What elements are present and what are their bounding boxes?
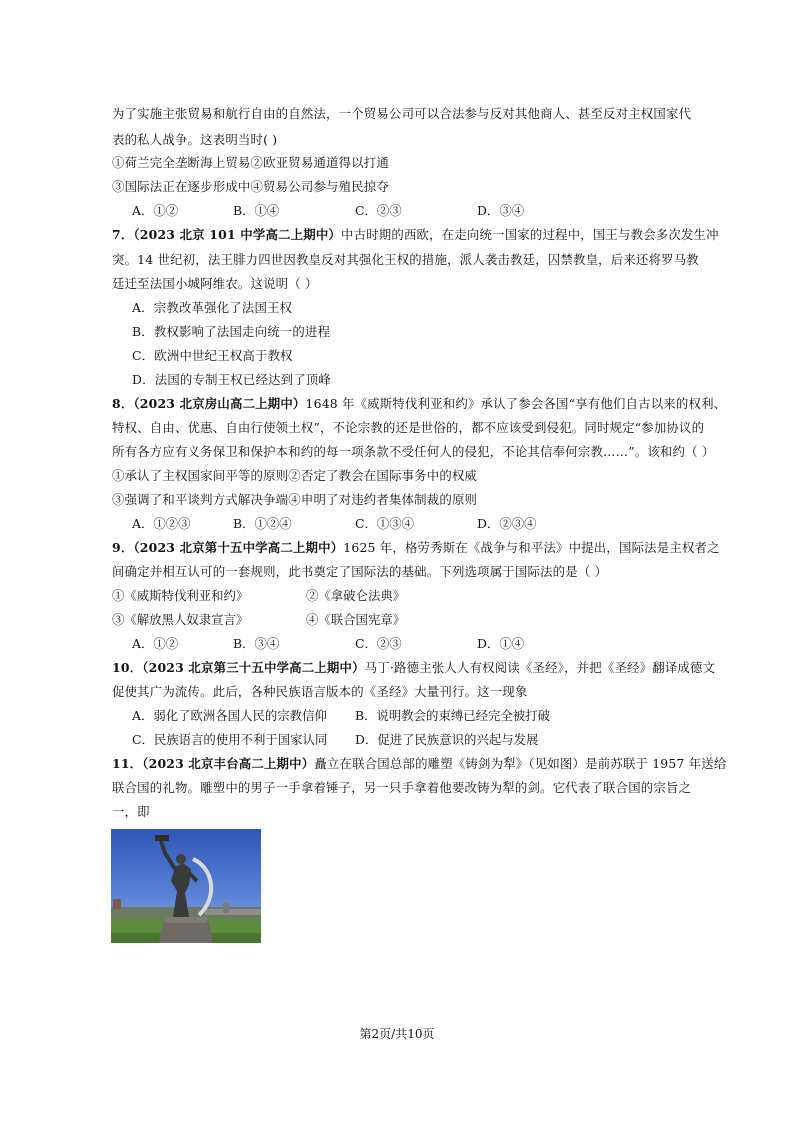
question-text: 所有各方应有义务保卫和保护本和约的每一项条款不受任何人的侵犯，不论其信奉何宗教……”。该和约（ ）	[112, 444, 715, 459]
question-text: 突。14 世纪初，法王腓力四世因教皇反对其强化王权的措施，派人袭击教廷，囚禁教皇，后来还将罗马教	[112, 252, 699, 267]
option-d[interactable]: D．法国的专制王权已经达到了顶峰	[132, 372, 331, 387]
question-10-line	[112, 660, 715, 676]
option-b[interactable]: B．③④	[233, 636, 280, 651]
question-number: 9．	[112, 540, 134, 555]
list-item: ③《解放黑人奴隶宣言》	[112, 612, 249, 627]
question-7-line	[112, 227, 719, 243]
list-item: ②《拿破仑法典》	[306, 588, 406, 603]
option-a[interactable]: A．弱化了欧洲各国人民的宗教信仰	[132, 708, 327, 723]
question-text: 一，即	[112, 804, 150, 819]
option-c[interactable]: C．②③	[355, 203, 402, 218]
option-a[interactable]: A．①②	[132, 203, 179, 218]
option-c[interactable]: C．欧洲中世纪王权高于教权	[132, 348, 293, 363]
list-item: ④《联合国宪章》	[306, 612, 406, 627]
question-source: （2023 北京第十五中学高二上期中）	[133, 540, 344, 555]
question-text: 1648 年《威斯特伐利亚和约》承认了参会各国“享有他们自古以来的权利、	[305, 396, 727, 411]
question-number: 7．	[112, 227, 134, 242]
question-text: 中古时期的西欧，在走向统一国家的过程中，国王与教会多次发生冲	[341, 227, 719, 242]
option-b[interactable]: B．教权影响了法国走向统一的进程	[132, 324, 331, 339]
statement-line: ③国际法正在逐步形成中④贸易公司参与殖民掠夺	[112, 179, 389, 194]
statement-line: ①荷兰完全垄断海上贸易②欧亚贸易通道得以打通	[112, 155, 389, 170]
question-number: 10．	[112, 660, 143, 675]
question-text: 促使其广为流传。此后，各种民族语言版本的《圣经》大量刊行。这一现象	[112, 684, 528, 699]
question-text: 表的私人战争。这表明当时( )	[112, 132, 278, 147]
question-source: （2023 北京 101 中学高二上期中）	[133, 227, 342, 242]
question-text: 间确定并相互认可的一套规则，此书奠定了国际法的基础。下列选项属于国际法的是（ ）	[112, 564, 608, 579]
option-b[interactable]: B．①②④	[233, 516, 292, 531]
option-c[interactable]: C．民族语言的使用不利于国家认同	[132, 732, 328, 747]
question-source: （2023 北京第三十五中学高二上期中）	[142, 660, 365, 675]
sculpture-photo	[111, 829, 261, 943]
option-d[interactable]: D．③④	[477, 203, 525, 218]
option-b[interactable]: B．说明教会的束缚已经完全被打破	[355, 708, 550, 723]
option-a[interactable]: A．宗教改革强化了法国王权	[132, 300, 293, 315]
question-source: （2023 北京房山高二上期中）	[133, 396, 306, 411]
option-d[interactable]: D．①④	[477, 636, 525, 651]
option-a[interactable]: A．①②	[132, 636, 179, 651]
question-number: 11．	[112, 756, 143, 771]
page-footer: 第2页/共10页	[359, 1027, 435, 1041]
list-item: ①《威斯特伐利亚和约》	[112, 588, 249, 603]
question-9-line	[112, 540, 720, 556]
option-c[interactable]: C．①③④	[355, 516, 415, 531]
statement-line: ③强调了和平谈判方式解决争端④申明了对违约者集体制裁的原则	[112, 492, 478, 507]
option-b[interactable]: B．①④	[233, 203, 280, 218]
question-11-line	[112, 756, 726, 772]
option-d[interactable]: D．促进了民族意识的兴起与发展	[355, 732, 539, 747]
option-d[interactable]: D．②③④	[477, 516, 537, 531]
question-text: 特权、自由、优惠、自由行使领土权”，不论宗教的还是世俗的，都不应该受到侵犯。同时规定“参加协议的	[112, 420, 705, 435]
question-text: 廷迁至法国小城阿维农。这说明（ ）	[112, 276, 318, 291]
statement-line: ①承认了主权国家间平等的原则②否定了教会在国际事务中的权威	[112, 468, 478, 483]
option-c[interactable]: C．②③	[355, 636, 402, 651]
question-8-line	[112, 396, 726, 412]
question-number: 8．	[112, 396, 134, 411]
sculpture-image	[111, 829, 261, 943]
question-text: 1625 年，格劳秀斯在《战争与和平法》中提出，国际法是主权者之	[343, 540, 720, 555]
question-text: 联合国的礼物。雕塑中的男子一手拿着锤子，另一只手拿着他要改铸为犁的剑。它代表了联合国的宗旨之	[112, 780, 692, 795]
question-text: 矗立在联合国总部的雕塑《铸剑为犁》（见如图）是前苏联于 1957 年送给	[314, 756, 727, 771]
question-text: 为了实施主张贸易和航行自由的自然法，一个贸易公司可以合法参与反对其他商人、甚至反对主权国家代	[112, 106, 692, 121]
question-text: 马丁·路德主张人人有权阅读《圣经》，并把《圣经》翻译成德文	[364, 660, 716, 675]
option-a[interactable]: A．①②③	[132, 516, 191, 531]
question-source: （2023 北京丰台高二上期中）	[142, 756, 315, 771]
